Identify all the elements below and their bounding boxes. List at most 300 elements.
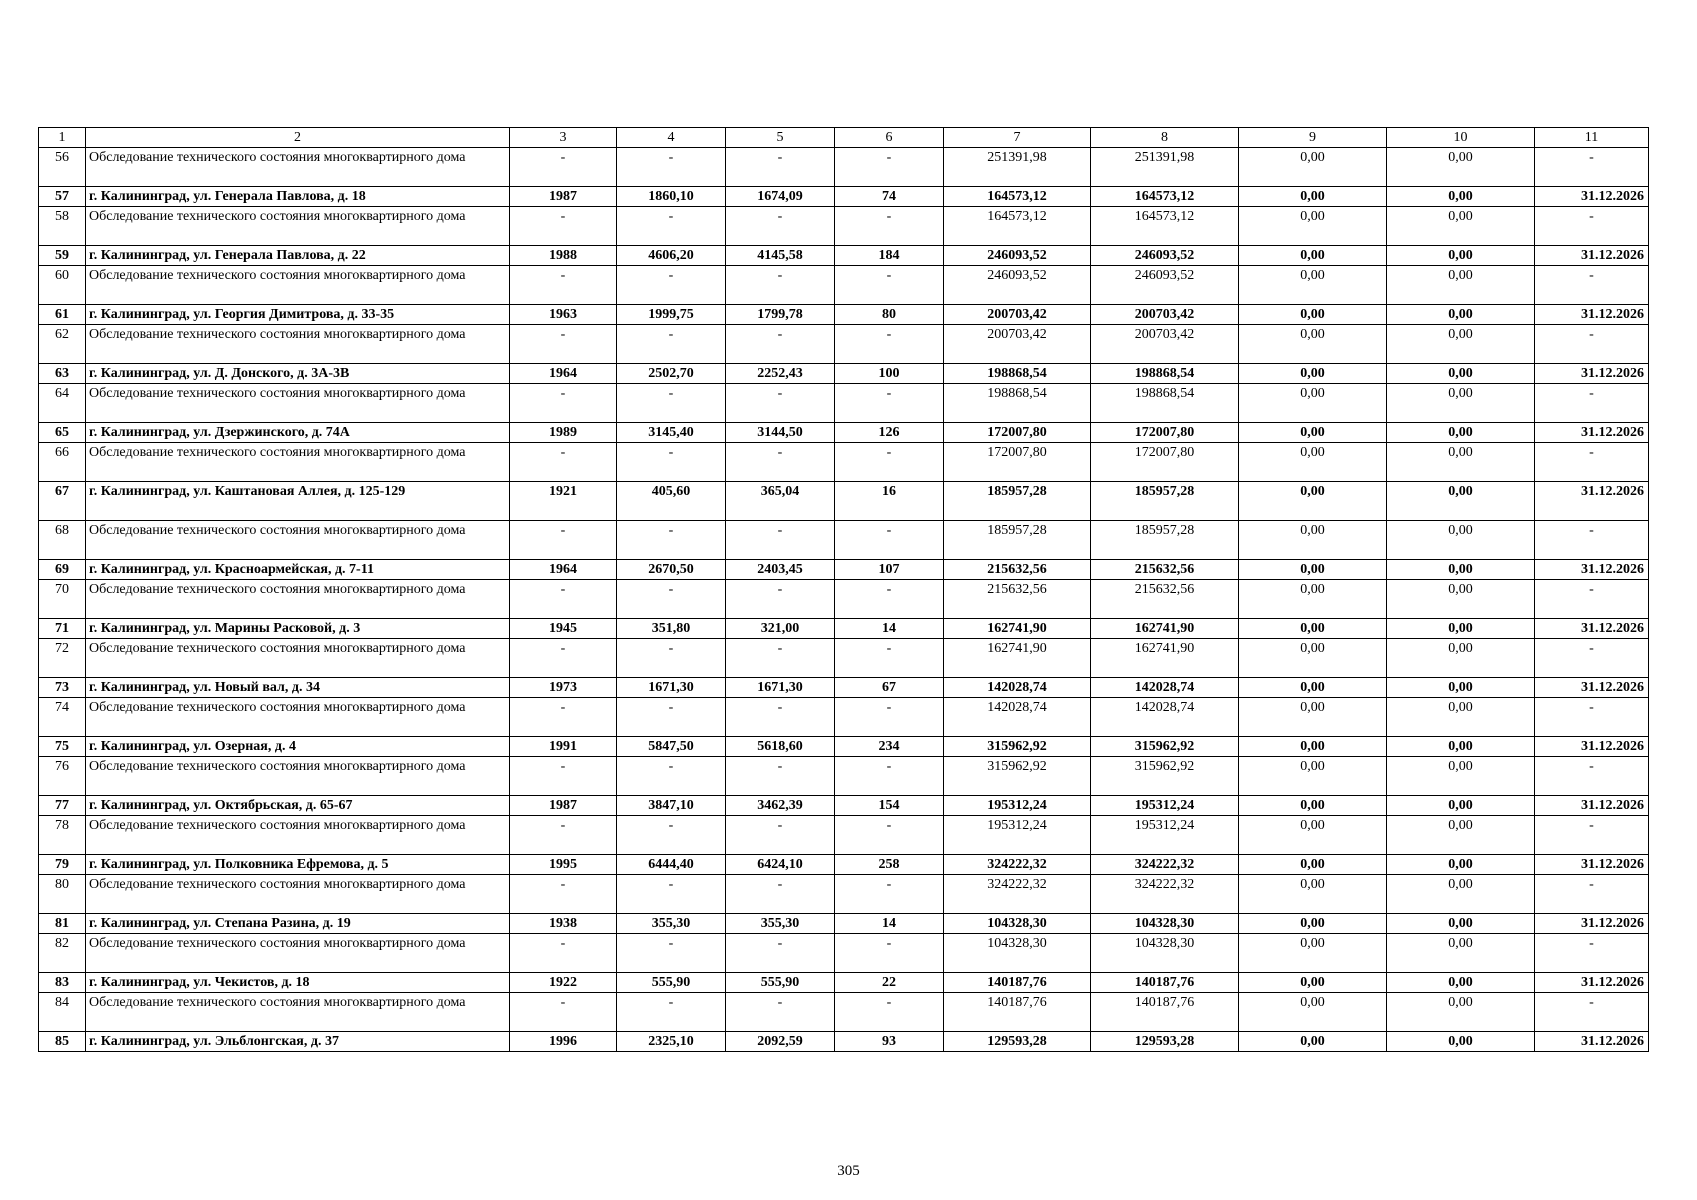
count-cell: 14 — [835, 619, 944, 639]
area-total-cell: 405,60 — [617, 482, 726, 521]
year-cell: - — [510, 207, 617, 246]
row-number: 64 — [39, 384, 86, 423]
area-total-cell: - — [617, 521, 726, 560]
cost-total-cell: 172007,80 — [944, 423, 1091, 443]
cost-owners-cell: 0,00 — [1387, 443, 1535, 482]
row-number: 76 — [39, 757, 86, 796]
deadline-cell: 31.12.2026 — [1535, 1032, 1649, 1052]
address-or-work: г. Калининград, ул. Генерала Павлова, д. 22 — [86, 246, 510, 266]
cost-total-cell: 185957,28 — [944, 482, 1091, 521]
row-number: 62 — [39, 325, 86, 364]
cost-budget-cell: 0,00 — [1239, 796, 1387, 816]
year-cell: - — [510, 698, 617, 737]
cost-budget-cell: 0,00 — [1239, 266, 1387, 305]
cost-owners-cell: 0,00 — [1387, 305, 1535, 325]
cost-fund-cell: 185957,28 — [1091, 521, 1239, 560]
year-cell: - — [510, 580, 617, 619]
row-number: 70 — [39, 580, 86, 619]
cost-total-cell: 198868,54 — [944, 364, 1091, 384]
cost-fund-cell: 162741,90 — [1091, 619, 1239, 639]
cost-owners-cell: 0,00 — [1387, 384, 1535, 423]
deadline-cell: 31.12.2026 — [1535, 305, 1649, 325]
cost-fund-cell: 246093,52 — [1091, 266, 1239, 305]
cost-owners-cell: 0,00 — [1387, 757, 1535, 796]
address-or-work: Обследование технического состояния многоквартирного дома — [86, 639, 510, 678]
cost-owners-cell: 0,00 — [1387, 816, 1535, 855]
table-row-address — [39, 619, 1649, 639]
table-row-work — [39, 698, 1649, 737]
area-living-cell: 321,00 — [726, 619, 835, 639]
area-living-cell: - — [726, 325, 835, 364]
cost-total-cell: 164573,12 — [944, 207, 1091, 246]
area-total-cell: - — [617, 148, 726, 187]
deadline-cell: 31.12.2026 — [1535, 914, 1649, 934]
row-number: 56 — [39, 148, 86, 187]
count-cell: - — [835, 816, 944, 855]
cost-owners-cell: 0,00 — [1387, 325, 1535, 364]
row-number: 67 — [39, 482, 86, 521]
table-row-work — [39, 580, 1649, 619]
row-number: 83 — [39, 973, 86, 993]
cost-fund-cell: 164573,12 — [1091, 187, 1239, 207]
cost-owners-cell: 0,00 — [1387, 796, 1535, 816]
area-living-cell: 6424,10 — [726, 855, 835, 875]
cost-fund-cell: 198868,54 — [1091, 384, 1239, 423]
area-living-cell: - — [726, 384, 835, 423]
cost-total-cell: 162741,90 — [944, 619, 1091, 639]
table-row-address — [39, 423, 1649, 443]
cost-owners-cell: 0,00 — [1387, 482, 1535, 521]
cost-budget-cell: 0,00 — [1239, 1032, 1387, 1052]
cost-total-cell: 195312,24 — [944, 796, 1091, 816]
address-or-work: Обследование технического состояния многоквартирного дома — [86, 875, 510, 914]
deadline-cell: 31.12.2026 — [1535, 364, 1649, 384]
cost-total-cell: 315962,92 — [944, 757, 1091, 796]
count-cell: 184 — [835, 246, 944, 266]
count-cell: 16 — [835, 482, 944, 521]
cost-total-cell: 172007,80 — [944, 443, 1091, 482]
deadline-cell: - — [1535, 384, 1649, 423]
area-total-cell: - — [617, 639, 726, 678]
area-living-cell: 5618,60 — [726, 737, 835, 757]
cost-owners-cell: 0,00 — [1387, 560, 1535, 580]
area-total-cell: - — [617, 207, 726, 246]
table-row-work — [39, 325, 1649, 364]
header-cell-4: 4 — [617, 128, 726, 148]
year-cell: - — [510, 875, 617, 914]
count-cell: - — [835, 325, 944, 364]
row-number: 80 — [39, 875, 86, 914]
deadline-cell: 31.12.2026 — [1535, 619, 1649, 639]
cost-budget-cell: 0,00 — [1239, 207, 1387, 246]
cost-fund-cell: 162741,90 — [1091, 639, 1239, 678]
cost-budget-cell: 0,00 — [1239, 325, 1387, 364]
count-cell: 67 — [835, 678, 944, 698]
count-cell: 126 — [835, 423, 944, 443]
row-number: 79 — [39, 855, 86, 875]
cost-budget-cell: 0,00 — [1239, 678, 1387, 698]
area-living-cell: - — [726, 816, 835, 855]
table-row-work — [39, 757, 1649, 796]
deadline-cell: - — [1535, 266, 1649, 305]
table-row-address — [39, 364, 1649, 384]
cost-fund-cell: 142028,74 — [1091, 678, 1239, 698]
cost-budget-cell: 0,00 — [1239, 384, 1387, 423]
table-row-work — [39, 207, 1649, 246]
year-cell: - — [510, 521, 617, 560]
cost-budget-cell: 0,00 — [1239, 639, 1387, 678]
cost-budget-cell: 0,00 — [1239, 580, 1387, 619]
area-living-cell: 2252,43 — [726, 364, 835, 384]
area-total-cell: - — [617, 325, 726, 364]
area-total-cell: 5847,50 — [617, 737, 726, 757]
cost-budget-cell: 0,00 — [1239, 148, 1387, 187]
deadline-cell: - — [1535, 148, 1649, 187]
cost-fund-cell: 246093,52 — [1091, 246, 1239, 266]
cost-total-cell: 140187,76 — [944, 993, 1091, 1032]
address-or-work: Обследование технического состояния многоквартирного дома — [86, 521, 510, 560]
header-cell-9: 9 — [1239, 128, 1387, 148]
cost-owners-cell: 0,00 — [1387, 934, 1535, 973]
deadline-cell: 31.12.2026 — [1535, 560, 1649, 580]
cost-owners-cell: 0,00 — [1387, 737, 1535, 757]
year-cell: 1964 — [510, 560, 617, 580]
year-cell: - — [510, 266, 617, 305]
area-total-cell: - — [617, 266, 726, 305]
cost-total-cell: 185957,28 — [944, 521, 1091, 560]
count-cell: - — [835, 521, 944, 560]
area-total-cell: - — [617, 580, 726, 619]
year-cell: 1938 — [510, 914, 617, 934]
area-living-cell: 1674,09 — [726, 187, 835, 207]
area-living-cell: - — [726, 148, 835, 187]
area-living-cell: - — [726, 521, 835, 560]
area-living-cell: 3462,39 — [726, 796, 835, 816]
deadline-cell: - — [1535, 639, 1649, 678]
table-row-address — [39, 560, 1649, 580]
address-or-work: Обследование технического состояния многоквартирного дома — [86, 580, 510, 619]
area-living-cell: - — [726, 207, 835, 246]
address-or-work: г. Калининград, ул. Эльблонгская, д. 37 — [86, 1032, 510, 1052]
deadline-cell: - — [1535, 816, 1649, 855]
address-or-work: г. Калининград, ул. Марины Расковой, д. 3 — [86, 619, 510, 639]
table-row-address — [39, 737, 1649, 757]
year-cell: 1996 — [510, 1032, 617, 1052]
address-or-work: Обследование технического состояния многоквартирного дома — [86, 266, 510, 305]
area-total-cell: 2502,70 — [617, 364, 726, 384]
cost-fund-cell: 215632,56 — [1091, 580, 1239, 619]
count-cell: - — [835, 698, 944, 737]
cost-owners-cell: 0,00 — [1387, 914, 1535, 934]
count-cell: 107 — [835, 560, 944, 580]
cost-total-cell: 195312,24 — [944, 816, 1091, 855]
header-cell-2: 2 — [86, 128, 510, 148]
area-total-cell: 4606,20 — [617, 246, 726, 266]
row-number: 77 — [39, 796, 86, 816]
deadline-cell: 31.12.2026 — [1535, 187, 1649, 207]
row-number: 78 — [39, 816, 86, 855]
count-cell: 100 — [835, 364, 944, 384]
cost-fund-cell: 195312,24 — [1091, 816, 1239, 855]
area-total-cell: - — [617, 816, 726, 855]
cost-total-cell: 246093,52 — [944, 246, 1091, 266]
row-number: 72 — [39, 639, 86, 678]
row-number: 63 — [39, 364, 86, 384]
row-number: 61 — [39, 305, 86, 325]
address-or-work: г. Калининград, ул. Генерала Павлова, д. 18 — [86, 187, 510, 207]
deadline-cell: - — [1535, 698, 1649, 737]
area-total-cell: 1860,10 — [617, 187, 726, 207]
count-cell: - — [835, 757, 944, 796]
row-number: 57 — [39, 187, 86, 207]
count-cell: 93 — [835, 1032, 944, 1052]
row-number: 60 — [39, 266, 86, 305]
table-row-work — [39, 816, 1649, 855]
cost-owners-cell: 0,00 — [1387, 875, 1535, 914]
year-cell: 1989 — [510, 423, 617, 443]
deadline-cell: - — [1535, 443, 1649, 482]
count-cell: - — [835, 266, 944, 305]
count-cell: - — [835, 639, 944, 678]
cost-owners-cell: 0,00 — [1387, 993, 1535, 1032]
address-or-work: Обследование технического состояния многоквартирного дома — [86, 698, 510, 737]
area-living-cell: 555,90 — [726, 973, 835, 993]
row-number: 85 — [39, 1032, 86, 1052]
cost-budget-cell: 0,00 — [1239, 816, 1387, 855]
header-cell-7: 7 — [944, 128, 1091, 148]
address-or-work: Обследование технического состояния многоквартирного дома — [86, 757, 510, 796]
year-cell: - — [510, 325, 617, 364]
cost-owners-cell: 0,00 — [1387, 698, 1535, 737]
area-living-cell: - — [726, 580, 835, 619]
cost-total-cell: 198868,54 — [944, 384, 1091, 423]
row-number: 71 — [39, 619, 86, 639]
table-row-work — [39, 875, 1649, 914]
cost-total-cell: 162741,90 — [944, 639, 1091, 678]
count-cell: 234 — [835, 737, 944, 757]
cost-fund-cell: 324222,32 — [1091, 855, 1239, 875]
deadline-cell: - — [1535, 934, 1649, 973]
cost-total-cell: 251391,98 — [944, 148, 1091, 187]
deadline-cell: - — [1535, 207, 1649, 246]
address-or-work: г. Калининград, ул. Георгия Димитрова, д. 33-35 — [86, 305, 510, 325]
table-row-address — [39, 678, 1649, 698]
table-row-work — [39, 148, 1649, 187]
year-cell: - — [510, 993, 617, 1032]
table-row-address — [39, 796, 1649, 816]
cost-total-cell: 324222,32 — [944, 855, 1091, 875]
count-cell: 22 — [835, 973, 944, 993]
cost-budget-cell: 0,00 — [1239, 423, 1387, 443]
header-cell-5: 5 — [726, 128, 835, 148]
area-total-cell: - — [617, 875, 726, 914]
row-number: 69 — [39, 560, 86, 580]
year-cell: - — [510, 934, 617, 973]
count-cell: - — [835, 993, 944, 1032]
cost-owners-cell: 0,00 — [1387, 207, 1535, 246]
count-cell: 74 — [835, 187, 944, 207]
count-cell: 14 — [835, 914, 944, 934]
year-cell: - — [510, 639, 617, 678]
area-living-cell: 4145,58 — [726, 246, 835, 266]
deadline-cell: 31.12.2026 — [1535, 246, 1649, 266]
table-row-address — [39, 305, 1649, 325]
area-living-cell: - — [726, 757, 835, 796]
cost-fund-cell: 142028,74 — [1091, 698, 1239, 737]
year-cell: 1995 — [510, 855, 617, 875]
cost-budget-cell: 0,00 — [1239, 934, 1387, 973]
cost-budget-cell: 0,00 — [1239, 246, 1387, 266]
cost-fund-cell: 324222,32 — [1091, 875, 1239, 914]
cost-budget-cell: 0,00 — [1239, 305, 1387, 325]
address-or-work: г. Калининград, ул. Озерная, д. 4 — [86, 737, 510, 757]
deadline-cell: - — [1535, 521, 1649, 560]
cost-total-cell: 164573,12 — [944, 187, 1091, 207]
cost-fund-cell: 129593,28 — [1091, 1032, 1239, 1052]
table-row-work — [39, 934, 1649, 973]
cost-budget-cell: 0,00 — [1239, 737, 1387, 757]
area-total-cell: 555,90 — [617, 973, 726, 993]
deadline-cell: - — [1535, 875, 1649, 914]
year-cell: - — [510, 816, 617, 855]
cost-budget-cell: 0,00 — [1239, 560, 1387, 580]
cost-budget-cell: 0,00 — [1239, 187, 1387, 207]
cost-budget-cell: 0,00 — [1239, 482, 1387, 521]
cost-total-cell: 315962,92 — [944, 737, 1091, 757]
area-living-cell: - — [726, 698, 835, 737]
header-cell-11: 11 — [1535, 128, 1649, 148]
area-total-cell: - — [617, 757, 726, 796]
cost-total-cell: 142028,74 — [944, 698, 1091, 737]
row-number: 73 — [39, 678, 86, 698]
table-header-row — [39, 128, 1649, 148]
area-total-cell: 355,30 — [617, 914, 726, 934]
cost-owners-cell: 0,00 — [1387, 148, 1535, 187]
area-living-cell: 2092,59 — [726, 1032, 835, 1052]
table-row-work — [39, 521, 1649, 560]
cost-total-cell: 104328,30 — [944, 934, 1091, 973]
cost-fund-cell: 185957,28 — [1091, 482, 1239, 521]
cost-budget-cell: 0,00 — [1239, 855, 1387, 875]
address-or-work: Обследование технического состояния многоквартирного дома — [86, 443, 510, 482]
cost-owners-cell: 0,00 — [1387, 364, 1535, 384]
address-or-work: г. Калининград, ул. Чекистов, д. 18 — [86, 973, 510, 993]
row-number: 84 — [39, 993, 86, 1032]
address-or-work: г. Калининград, ул. Красноармейская, д. 7-11 — [86, 560, 510, 580]
year-cell: 1922 — [510, 973, 617, 993]
address-or-work: г. Калининград, ул. Полковника Ефремова, д. 5 — [86, 855, 510, 875]
count-cell: - — [835, 384, 944, 423]
cost-fund-cell: 140187,76 — [1091, 973, 1239, 993]
address-or-work: г. Калининград, ул. Октябрьская, д. 65-67 — [86, 796, 510, 816]
count-cell: - — [835, 207, 944, 246]
cost-total-cell: 200703,42 — [944, 325, 1091, 364]
cost-budget-cell: 0,00 — [1239, 973, 1387, 993]
header-cell-1: 1 — [39, 128, 86, 148]
address-or-work: Обследование технического состояния многоквартирного дома — [86, 148, 510, 187]
row-number: 82 — [39, 934, 86, 973]
area-total-cell: 1671,30 — [617, 678, 726, 698]
area-living-cell: 1671,30 — [726, 678, 835, 698]
area-living-cell: 1799,78 — [726, 305, 835, 325]
cost-budget-cell: 0,00 — [1239, 698, 1387, 737]
address-or-work: Обследование технического состояния многоквартирного дома — [86, 325, 510, 364]
cost-fund-cell: 251391,98 — [1091, 148, 1239, 187]
area-total-cell: 3145,40 — [617, 423, 726, 443]
deadline-cell: 31.12.2026 — [1535, 482, 1649, 521]
year-cell: 1987 — [510, 187, 617, 207]
cost-total-cell: 215632,56 — [944, 560, 1091, 580]
year-cell: 1991 — [510, 737, 617, 757]
cost-owners-cell: 0,00 — [1387, 678, 1535, 698]
deadline-cell: - — [1535, 580, 1649, 619]
deadline-cell: - — [1535, 325, 1649, 364]
table-row-work — [39, 639, 1649, 678]
cost-total-cell: 246093,52 — [944, 266, 1091, 305]
cost-fund-cell: 172007,80 — [1091, 443, 1239, 482]
area-total-cell: - — [617, 698, 726, 737]
header-cell-3: 3 — [510, 128, 617, 148]
cost-owners-cell: 0,00 — [1387, 521, 1535, 560]
row-number: 74 — [39, 698, 86, 737]
deadline-cell: 31.12.2026 — [1535, 678, 1649, 698]
cost-owners-cell: 0,00 — [1387, 973, 1535, 993]
cost-budget-cell: 0,00 — [1239, 443, 1387, 482]
cost-fund-cell: 104328,30 — [1091, 914, 1239, 934]
deadline-cell: 31.12.2026 — [1535, 973, 1649, 993]
table-row-work — [39, 993, 1649, 1032]
table-row-address — [39, 187, 1649, 207]
year-cell: 1963 — [510, 305, 617, 325]
cost-owners-cell: 0,00 — [1387, 580, 1535, 619]
row-number: 75 — [39, 737, 86, 757]
area-living-cell: - — [726, 875, 835, 914]
page-number: 305 — [837, 1163, 860, 1179]
count-cell: 258 — [835, 855, 944, 875]
area-total-cell: 2325,10 — [617, 1032, 726, 1052]
row-number: 58 — [39, 207, 86, 246]
year-cell: 1988 — [510, 246, 617, 266]
address-or-work: Обследование технического состояния многоквартирного дома — [86, 993, 510, 1032]
deadline-cell: 31.12.2026 — [1535, 737, 1649, 757]
cost-fund-cell: 200703,42 — [1091, 305, 1239, 325]
year-cell: 1973 — [510, 678, 617, 698]
area-living-cell: 355,30 — [726, 914, 835, 934]
deadline-cell: 31.12.2026 — [1535, 855, 1649, 875]
table-row-address — [39, 482, 1649, 521]
deadline-cell: 31.12.2026 — [1535, 423, 1649, 443]
table-row-address — [39, 855, 1649, 875]
area-living-cell: - — [726, 443, 835, 482]
count-cell: - — [835, 443, 944, 482]
address-or-work: г. Калининград, ул. Дзержинского, д. 74А — [86, 423, 510, 443]
cost-total-cell: 215632,56 — [944, 580, 1091, 619]
cost-fund-cell: 195312,24 — [1091, 796, 1239, 816]
area-living-cell: 3144,50 — [726, 423, 835, 443]
area-total-cell: 2670,50 — [617, 560, 726, 580]
deadline-cell: - — [1535, 757, 1649, 796]
table-row-address — [39, 246, 1649, 266]
cost-total-cell: 324222,32 — [944, 875, 1091, 914]
area-total-cell: 6444,40 — [617, 855, 726, 875]
address-or-work: Обследование технического состояния многоквартирного дома — [86, 934, 510, 973]
area-total-cell: 3847,10 — [617, 796, 726, 816]
table-row-work — [39, 443, 1649, 482]
count-cell: 80 — [835, 305, 944, 325]
area-total-cell: - — [617, 934, 726, 973]
cost-fund-cell: 164573,12 — [1091, 207, 1239, 246]
area-total-cell: 1999,75 — [617, 305, 726, 325]
